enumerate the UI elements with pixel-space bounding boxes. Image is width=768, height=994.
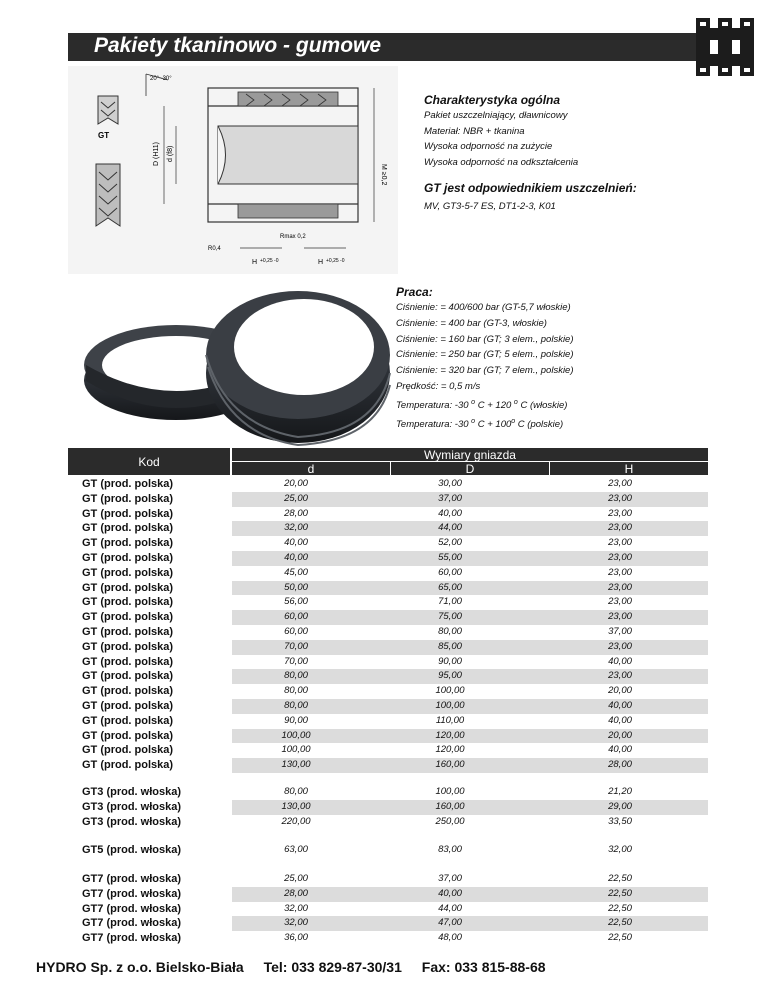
cell-dimensions — [232, 931, 708, 946]
cell-d: 36,00 — [284, 932, 308, 944]
cell-D: 95,00 — [438, 670, 462, 682]
cell-d: 63,00 — [284, 844, 308, 855]
cell-d: 100,00 — [281, 729, 311, 741]
cell-d: 40,00 — [284, 551, 308, 563]
table-group-gt5 — [68, 843, 708, 858]
cell-dimensions — [232, 610, 708, 625]
packing-top — [238, 92, 338, 106]
cell-d: 80,00 — [284, 670, 308, 682]
cell-dimensions — [232, 916, 708, 931]
cell-dimensions — [232, 595, 708, 610]
cell-dimensions — [232, 507, 708, 522]
cell-H: 33,50 — [608, 815, 632, 827]
equivalent-block — [424, 180, 637, 215]
technical-drawing — [68, 66, 398, 274]
table-row — [68, 729, 708, 744]
r-corner-label: R0,4 — [208, 246, 221, 252]
cell-D: 120,00 — [435, 744, 465, 756]
table-row — [68, 815, 708, 830]
cell-d: 220,00 — [281, 815, 311, 827]
cell-d: 28,00 — [284, 507, 308, 519]
cell-dimensions — [232, 714, 708, 729]
table-group-gt — [68, 477, 708, 773]
table-row — [68, 507, 708, 522]
cell-H: 28,00 — [608, 759, 632, 771]
table-row — [68, 887, 708, 902]
cell-H: 23,00 — [608, 492, 632, 504]
column-header-D: D — [391, 462, 549, 475]
operating-line: Ciśnienie: = 400 bar (GT-3, włoskie) — [396, 317, 547, 329]
table-row — [68, 640, 708, 655]
table-row — [68, 595, 708, 610]
cell-H: 23,00 — [608, 566, 632, 578]
cell-d: 25,00 — [284, 873, 308, 884]
table-group-gt3 — [68, 785, 708, 829]
cell-H: 23,00 — [608, 611, 632, 623]
cell-kod: GT (prod. polska) — [82, 655, 174, 668]
angle-label: 20°~30° — [150, 76, 172, 82]
cell-kod: GT7 (prod. włoska) — [82, 887, 182, 900]
operating-line: Ciśnienie: = 400/600 bar (GT-5,7 włoskie) — [396, 302, 571, 313]
operating-line: Ciśnienie: = 160 bar (GT; 3 elem., polskie) — [396, 333, 574, 345]
cell-D: 37,00 — [438, 873, 462, 884]
table-row — [68, 477, 708, 492]
table-row — [68, 800, 708, 815]
cell-H: 20,00 — [608, 729, 632, 741]
operating-heading: Praca: — [396, 285, 433, 299]
cell-kod: GT (prod. polska) — [82, 640, 174, 653]
cell-H: 22,50 — [608, 917, 632, 929]
cell-kod: GT (prod. polska) — [82, 596, 174, 609]
cell-dimensions — [232, 640, 708, 655]
cell-dimensions — [232, 758, 708, 773]
cell-D: 52,00 — [438, 537, 462, 549]
cell-D: 90,00 — [438, 655, 462, 667]
cell-d: 40,00 — [284, 537, 308, 549]
cell-d: 100,00 — [281, 744, 311, 756]
cell-d: 32,00 — [284, 522, 308, 534]
cell-dimensions — [232, 785, 708, 800]
cell-dimensions — [232, 492, 708, 507]
cell-kod: GT (prod. polska) — [82, 611, 174, 624]
temperature-line: Temperatura: -30 $^o$ $C + 100^o$ C (polskie) — [396, 417, 564, 430]
cell-kod: GT (prod. polska) — [82, 522, 174, 535]
cell-kod: GT (prod. polska) — [82, 478, 174, 490]
h-label-right: H — [318, 259, 324, 266]
cell-dimensions — [232, 625, 708, 640]
column-header-group: Wymiary gniazda — [232, 448, 708, 461]
cell-kod: GT3 (prod. włoska) — [82, 786, 182, 798]
cell-dimensions — [232, 581, 708, 596]
d-label: D (H11) — [153, 142, 160, 166]
cell-H: 29,00 — [608, 800, 632, 812]
cell-d: 45,00 — [284, 566, 308, 578]
title-bar — [68, 33, 708, 61]
cell-H: 40,00 — [608, 699, 632, 711]
table-row — [68, 699, 708, 714]
cell-d: 130,00 — [281, 800, 311, 812]
cell-D: 160,00 — [435, 759, 465, 771]
cell-d: 50,00 — [284, 581, 308, 593]
cell-d: 80,00 — [284, 699, 308, 711]
column-header-H: H — [550, 462, 708, 475]
cell-H: 23,00 — [608, 551, 632, 563]
cell-kod: GT (prod. polska) — [82, 685, 174, 698]
cell-dimensions — [232, 887, 708, 902]
cell-H: 23,00 — [608, 640, 632, 652]
company-logo — [692, 14, 758, 80]
cell-D: 250,00 — [435, 815, 465, 827]
cell-dimensions — [232, 655, 708, 670]
cell-H: 23,00 — [608, 507, 632, 519]
cell-D: 100,00 — [435, 699, 465, 711]
cell-dimensions — [232, 843, 708, 858]
page-title: Pakiety tkaninowo - gumowe — [94, 34, 382, 57]
cell-d: 60,00 — [284, 611, 308, 623]
shaft — [218, 126, 358, 184]
table-group-gt7 — [68, 872, 708, 946]
table-row — [68, 684, 708, 699]
cell-d: 80,00 — [284, 685, 308, 697]
cell-kod: GT (prod. polska) — [82, 507, 174, 520]
equivalent-heading: GT jest odpowiednikiem uszczelnień: — [424, 181, 637, 195]
cell-kod: GT (prod. polska) — [82, 670, 174, 683]
table-row — [68, 843, 708, 858]
cell-d: 32,00 — [284, 902, 308, 914]
table-row — [68, 610, 708, 625]
cell-H: 40,00 — [608, 655, 632, 667]
cell-dimensions — [232, 551, 708, 566]
cell-dimensions — [232, 536, 708, 551]
cell-kod: GT (prod. polska) — [82, 729, 174, 742]
operating-conditions — [396, 285, 574, 433]
packing-bottom — [238, 204, 338, 218]
cell-H: 22,50 — [608, 887, 632, 899]
temperature-line: Temperatura: -30 $^o$ C + 120 $^o$ C (włoskie) — [396, 398, 568, 411]
cell-dimensions — [232, 729, 708, 744]
characteristics-line: Wysoka odporność na zużycie — [424, 141, 553, 152]
cell-H: 23,00 — [608, 522, 632, 534]
cell-kod: GT (prod. polska) — [82, 566, 174, 579]
cell-D: 71,00 — [438, 596, 462, 608]
operating-line: Ciśnienie: = 250 bar (GT; 5 elem., polskie) — [396, 349, 574, 361]
cell-D: 85,00 — [438, 640, 462, 652]
table-row — [68, 625, 708, 640]
cell-kod: GT3 (prod. włoska) — [82, 800, 182, 813]
characteristics-line: Wysoka odporność na odkształcenia — [424, 156, 579, 168]
cell-d: 90,00 — [284, 714, 308, 726]
table-row — [68, 785, 708, 800]
d-small-label: d (f8) — [167, 145, 174, 162]
h-tol-right: +0,25 -0 — [326, 258, 345, 264]
table-row — [68, 581, 708, 596]
seal-ring-right — [206, 291, 390, 445]
cell-D: 75,00 — [438, 611, 462, 623]
table-row — [68, 669, 708, 684]
cell-dimensions — [232, 699, 708, 714]
table-row — [68, 916, 708, 931]
cell-H: 21,20 — [608, 786, 632, 797]
cell-kod: GT (prod. polska) — [82, 714, 174, 727]
cell-H: 22,50 — [608, 902, 632, 914]
cell-D: 160,00 — [435, 800, 465, 812]
gt-profile-large — [96, 164, 120, 226]
h-label-left: H — [252, 259, 258, 266]
cell-D: 55,00 — [438, 551, 462, 563]
cell-kod: GT (prod. polska) — [82, 759, 174, 772]
footer — [36, 959, 562, 975]
operating-line: Prędkość: = 0,5 m/s — [396, 380, 481, 392]
cell-d: 70,00 — [284, 655, 308, 667]
cell-d: 130,00 — [281, 759, 311, 771]
table-row — [68, 521, 708, 536]
cell-D: 60,00 — [438, 566, 462, 578]
cell-kod: GT5 (prod. włoska) — [82, 844, 182, 856]
footer-fax: Fax: 033 815-88-68 — [421, 959, 546, 975]
cell-d: 56,00 — [284, 596, 308, 608]
cell-D: 40,00 — [438, 507, 462, 519]
cell-d: 25,00 — [284, 492, 308, 504]
cell-H: 23,00 — [608, 581, 632, 593]
table-row — [68, 714, 708, 729]
characteristics-line: Pakiet uszczelniający, dławnicowy — [424, 110, 568, 121]
cell-D: 48,00 — [438, 932, 462, 944]
cell-D: 37,00 — [438, 492, 462, 504]
cell-D: 40,00 — [438, 887, 462, 899]
cell-kod: GT7 (prod. włoska) — [82, 873, 182, 885]
cell-D: 30,00 — [438, 478, 462, 489]
cell-kod: GT3 (prod. włoska) — [82, 815, 182, 828]
cell-d: 20,00 — [284, 478, 308, 489]
cell-H: 23,00 — [608, 478, 632, 489]
cell-kod: GT (prod. polska) — [82, 625, 174, 638]
cell-dimensions — [232, 902, 708, 917]
cell-D: 100,00 — [435, 786, 465, 797]
cell-d: 70,00 — [284, 640, 308, 652]
cell-D: 120,00 — [435, 729, 465, 741]
cell-kod: GT (prod. polska) — [82, 744, 174, 757]
characteristics-heading: Charakterystyka ogólna — [424, 93, 561, 107]
cell-D: 47,00 — [438, 917, 462, 929]
cell-dimensions — [232, 669, 708, 684]
cell-kod: GT (prod. polska) — [82, 492, 174, 505]
characteristics-line: Materiał: NBR + tkanina — [424, 125, 525, 137]
footer-tel: Tel: 033 829-87-30/31 — [263, 959, 402, 975]
cell-d: 80,00 — [284, 786, 308, 797]
h-tol-left: +0,25 -0 — [260, 258, 279, 264]
operating-line: Ciśnienie: = 320 bar (GT; 7 elem., polskie) — [396, 365, 574, 377]
cell-d: 32,00 — [284, 917, 308, 929]
cell-D: 65,00 — [438, 581, 462, 593]
cell-D: 80,00 — [438, 625, 462, 637]
table-row — [68, 551, 708, 566]
cell-dimensions — [232, 872, 708, 887]
cell-kod: GT7 (prod. włoska) — [82, 917, 182, 930]
characteristics-block — [424, 92, 578, 170]
table-row — [68, 743, 708, 758]
table-row — [68, 931, 708, 946]
cell-D: 44,00 — [438, 902, 462, 914]
cell-H: 40,00 — [608, 714, 632, 726]
seal-photo — [76, 285, 394, 450]
cell-H: 22,50 — [608, 932, 632, 944]
cell-D: 83,00 — [438, 844, 462, 855]
cell-D: 44,00 — [438, 522, 462, 534]
cell-dimensions — [232, 477, 708, 492]
cell-H: 23,00 — [608, 596, 632, 608]
cell-d: 28,00 — [284, 887, 308, 899]
table-row — [68, 566, 708, 581]
cell-kod: GT (prod. polska) — [82, 551, 174, 564]
cell-D: 100,00 — [435, 685, 465, 697]
m-label: M ≥0,2 — [380, 164, 387, 186]
cell-H: 40,00 — [608, 744, 632, 756]
table-row — [68, 758, 708, 773]
cell-H: 32,00 — [608, 844, 632, 855]
cell-d: 60,00 — [284, 625, 308, 637]
cell-H: 22,50 — [608, 873, 632, 884]
table-row — [68, 872, 708, 887]
cell-H: 20,00 — [608, 685, 632, 697]
cell-H: 23,00 — [608, 537, 632, 549]
cell-dimensions — [232, 521, 708, 536]
cell-kod: GT7 (prod. włoska) — [82, 902, 182, 915]
cell-kod: GT (prod. polska) — [82, 537, 174, 550]
cell-H: 23,00 — [608, 670, 632, 682]
table-row — [68, 492, 708, 507]
cell-D: 110,00 — [435, 714, 465, 726]
cell-H: 37,00 — [608, 625, 632, 637]
gt-label: GT — [98, 131, 110, 140]
table-row — [68, 536, 708, 551]
footer-company: HYDRO Sp. z o.o. Bielsko-Biała — [36, 959, 244, 975]
r-label: Rmax 0,2 — [280, 234, 306, 240]
cell-kod: GT (prod. polska) — [82, 581, 174, 594]
cell-dimensions — [232, 684, 708, 699]
table-row — [68, 902, 708, 917]
column-header-d: d — [232, 462, 390, 475]
equivalent-text: MV, GT3-5-7 ES, DT1-2-3, K01 — [424, 201, 556, 212]
cell-dimensions — [232, 800, 708, 815]
cell-kod: GT (prod. polska) — [82, 699, 174, 712]
column-header-kod: Kod — [68, 448, 230, 475]
cell-kod: GT7 (prod. włoska) — [82, 932, 182, 945]
cell-dimensions — [232, 743, 708, 758]
cell-dimensions — [232, 566, 708, 581]
table-row — [68, 655, 708, 670]
cell-dimensions — [232, 815, 708, 830]
